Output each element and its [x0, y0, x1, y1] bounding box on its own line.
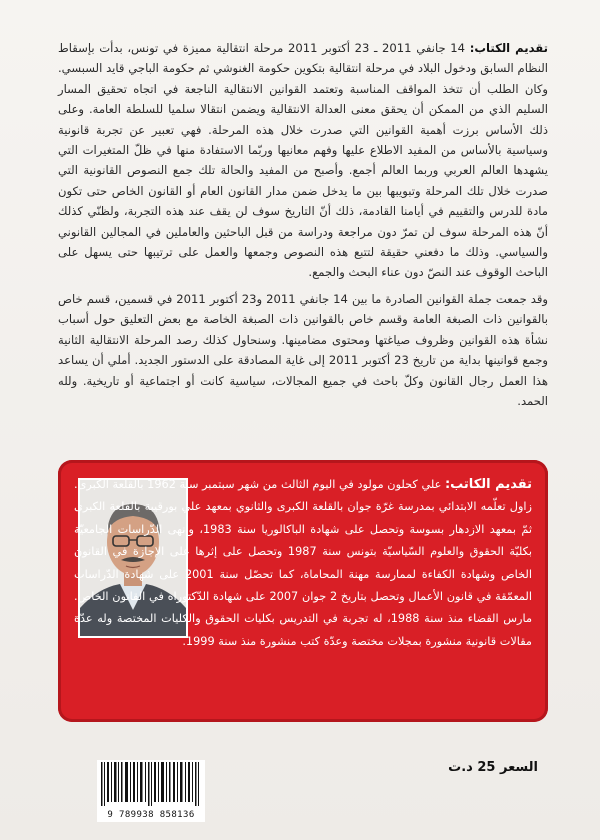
intro-paragraph-2: وقد جمعت جملة القوانين الصادرة ما بين 14 جانفي 2011 و23 أكتوبر 2011 في قسمين، قسم خاص بالقوانين ذات الصبغة العامة وقسم خاص بالقوانين ذات الصبغة الخاصة مع بعض التعليق حول أسباب نشأة هذه القوانين وظروف صياغتها ومحتوى مضامينها. وسنحاول كذلك رصد المرحلة الانتقالية الثانية وجمع قوانينها بداية من تاريخ 23 أكتوبر 2011 إلى غاية المصادقة على الدستور الجديد. أملي أن يساعد هذا العمل رجال القانون وكلّ باحث في جميع المجالات، سياسية كانت أو اجتماعية أو تاريخية. ولله الحمد. [58, 291, 548, 408]
intro-heading: تقديم الكتاب: [469, 41, 548, 55]
intro-text-1: 14 جانفي 2011 ـ 23 أكتوبر 2011 مرحلة انتقالية مميزة في تونس، بدأت بإسقاط النظام السابق ودخول البلاد في مرحلة انتقالية بتكوين حكومة الغنوشي ثم حكومة الباجي قايد السبسي. وكان الطلب أن تتخذ المواقف المناسبة وتعتمد القوانين الانتقالية الناجعة في اتجاه تحقيق المسار السليم الذي من الممكن أن يحقق معنى العدالة الانتقالية ويضمن انتقالا سلميا للسلطة العامة. وعلى ذلك الأساس برزت أهمية القوانين التي صدرت خلال هذه المرحلة. فهي تعبير عن تجربة قانونية وسياسية بالأساس من المفيد الاطلاع عليها وفهم معانيها وربّما الاستفادة منها في ظلّ المتغيرات التي يشهدها العالم العربي وربما العالم أجمع. وأصبح من المفيد والحالة تلك جمع النصوص القانونية التي صدرت خلال تلك المرحلة وتبويبها بين ما يدخل ضمن مدار القانون العام أو القانون الخاص حتى تكون مادة للدرس والتقييم في أيامنا القادمة، ذلك أنّ التاريخ سوف لن يقف عند هذه التجربة، ولظنّي كذلك أنّ هذه المرحلة سوف لن تمرّ دون مراجعة ودراسة من قبل الباحثين والعاملين في المجالين القانوني والسياسي. وذلك ما دفعني حقيقة لتتبع هذه النصوص وجمعها والعمل على ترتيبها حتى يسهل على الباحث الوقوف عند النصّ دون عناء البحث والجمع. [58, 41, 548, 280]
barcode-icon [97, 760, 205, 808]
intro-paragraph-1 [58, 38, 548, 283]
price-label: السعر 25 د.ت [448, 760, 538, 775]
author-bio-text: علي كحلون مولود في اليوم الثالث من شهر سبتمبر سنة 1962 بالقلعة الكبرى. زاول تعلّمه الابتدائي بمدرسة غرّة جوان بالقلعة الكبرى والثانوي بمعهد علي بورقيبة بالقلعة الكبرى ثمّ بمعهد الازدهار بسوسة وتحصل على شهادة الباكالوريا سنة 1983، وأنهى الدّراسات الجامعيّة بكليّة الحقوق والعلوم السّياسيّة بتونس سنة 1987 وتحصل على إثرها على الإجازة في القانون الخاص وشهادة الكفاءة لممارسة مهنة المحاماة، كما تحصّل سنة 2001 على شهادة الدّراسات المعمّقة في قانون الأعمال وتحصل بتاريخ 2 جوان 2007 على شهادة الدّكتوراه في القانون الخاص. مارس القضاء منذ سنة 1988، له تجربة في التدريس بكليات الحقوق والكليات المختصة وله عدّة مقالات قانونية منشورة بمجلات مختصة وعدّة كتب منشورة منذ سنة 1999. [74, 478, 533, 648]
isbn-number: 9 789938 858136 [107, 810, 195, 820]
author-heading: تقديم الكاتب: [444, 477, 532, 492]
author-box [58, 460, 548, 722]
book-introduction [58, 38, 548, 417]
author-bio [74, 474, 532, 653]
